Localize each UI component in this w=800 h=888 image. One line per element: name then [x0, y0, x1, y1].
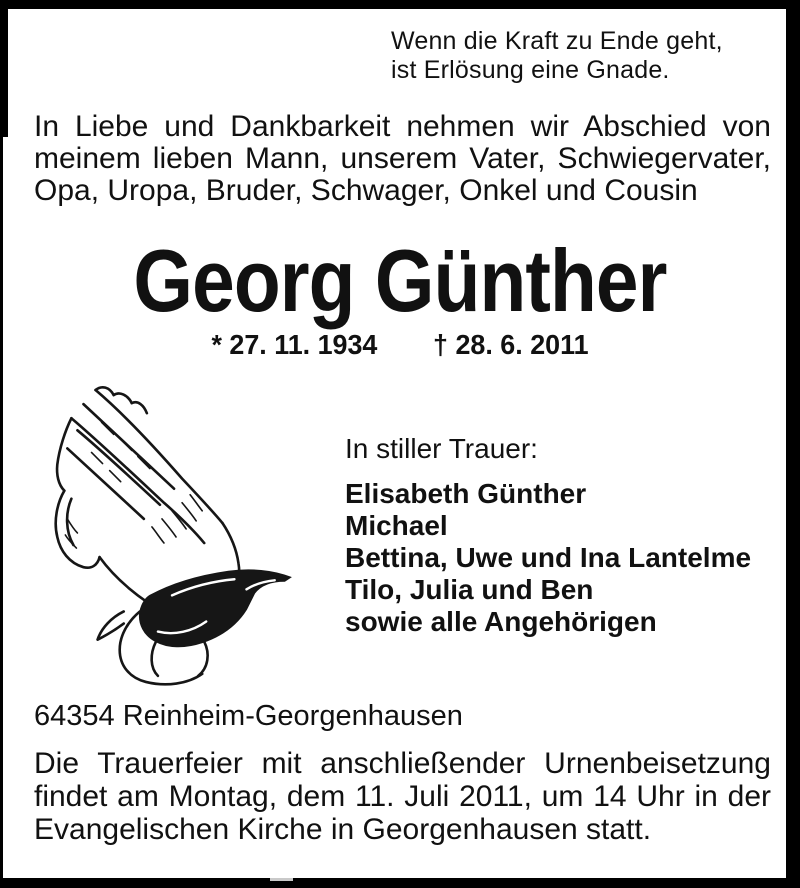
location-line: 64354 Reinheim-Georgenhausen: [34, 700, 463, 732]
border-top-rule: [0, 0, 800, 9]
border-bottom-rule: [0, 878, 800, 888]
border-left-rule-upper: [0, 0, 8, 137]
mourning-label: In stiller Trauer:: [345, 433, 538, 464]
mourner-name: Elisabeth Günther: [345, 478, 587, 509]
mourner-name: Michael: [345, 510, 448, 541]
intro-line-3: Opa, Uropa, Bruder, Schwager, Onkel und Cousin: [34, 175, 698, 207]
mourning-section: [345, 434, 751, 638]
epigraph-line-2: ist Erlösung eine Gnade.: [391, 56, 670, 84]
funeral-line-1: Die Trauerfeier mit anschließender Urnenbeisetzung: [34, 747, 771, 780]
deceased-name: Georg Günther: [133, 231, 667, 330]
mourner-name: sowie alle Angehörigen: [345, 606, 657, 637]
epigraph-line-1: Wenn die Kraft zu Ende geht,: [391, 27, 723, 55]
death-date: † 28. 6. 2011: [433, 329, 589, 360]
funeral-line-2: findet am Montag, dem 11. Juli 2011, um 14 Uhr in der: [34, 780, 771, 813]
border-right-rule: [786, 0, 800, 888]
border-bottom-notch: [270, 878, 293, 881]
birth-date: * 27. 11. 1934: [211, 329, 378, 360]
border-left-rule-lower: [0, 137, 3, 888]
life-dates: [16, 329, 784, 361]
epigraph: [391, 27, 723, 85]
praying-hands-image: [28, 382, 306, 694]
funeral-paragraph: [34, 747, 771, 846]
intro-line-1: In Liebe und Dankbarkeit nehmen wir Abschied von: [34, 111, 771, 143]
mourner-name: Tilo, Julia und Ben: [345, 574, 594, 605]
mourner-name: Bettina, Uwe und Ina Lantelme: [345, 542, 752, 573]
intro-paragraph: [34, 111, 771, 207]
intro-line-2: meinem lieben Mann, unserem Vater, Schwiegervater,: [34, 143, 771, 175]
funeral-line-3: Evangelischen Kirche in Georgenhausen statt.: [34, 813, 652, 846]
praying-hands-icon: [28, 382, 306, 694]
